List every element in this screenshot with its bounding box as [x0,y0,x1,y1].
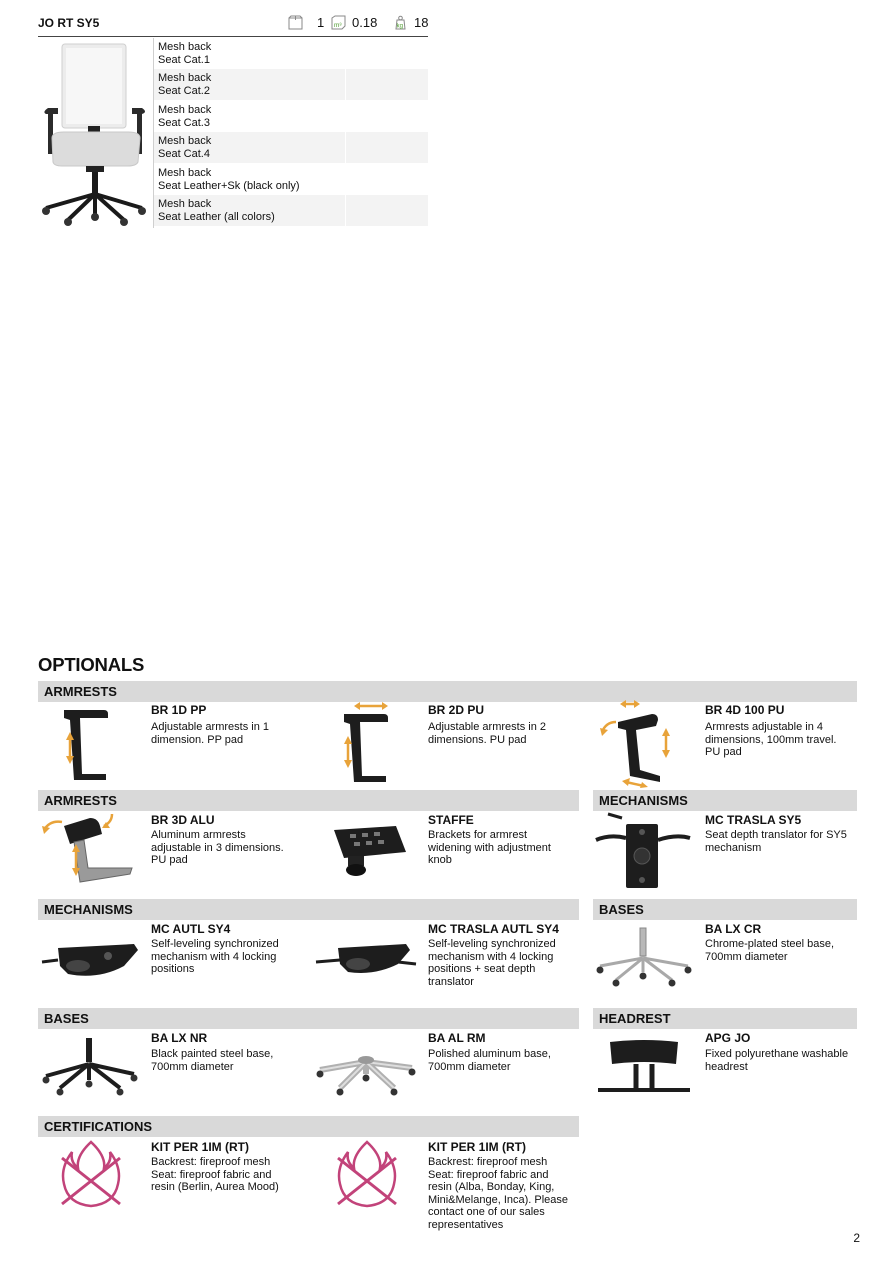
description-line: positions [151,963,195,975]
armrest-4d-icon [596,700,694,788]
volume-value: 0.18 [352,15,378,30]
variant-back: Mesh back [158,104,212,116]
price-cell-divider [345,164,346,195]
option-code: MC AUTL SY4 [151,922,231,936]
option-code: KIT PER 1IM (RT) [151,1140,249,1154]
variant-seat: Seat Cat.1 [158,53,210,66]
option-description [705,1048,848,1073]
armrest-1d-icon [46,702,142,786]
armrest-3d-icon [40,812,140,892]
volume-unit-label: m³ [334,22,342,29]
variant-row [154,164,428,195]
variant-seat: Seat Cat.4 [158,147,210,160]
product-code: JO RT SY5 [38,16,100,30]
category-bar-headrest: HEADREST [593,1008,857,1029]
weight-icon [393,15,408,30]
description-line: translator [428,975,474,988]
description-line: Brackets for armrest [428,829,528,841]
variant-row [154,132,428,163]
option-description [151,721,269,746]
armrest-bracket-icon [326,822,410,878]
packages-stat [288,15,324,30]
description-line: dimension. PP pad [151,733,244,746]
option-description [705,721,836,759]
price-cell-divider [345,195,346,226]
variant-seat: Seat Leather (all colors) [158,210,275,223]
option-description [428,1156,568,1231]
description-line: 700mm diameter [705,950,788,963]
description-line: Adjustable armrests in 2 [428,721,546,733]
variant-seat: Seat Cat.3 [158,116,210,129]
category-bar-mechanisms: MECHANISMS [593,790,857,811]
option-code: KIT PER 1IM (RT) [428,1140,526,1154]
description-line: Fixed polyurethane washable [705,1048,849,1060]
option-description [151,1156,279,1194]
description-line: dimensions. PU pad [428,733,527,746]
description-line: Black painted steel base, [151,1048,274,1060]
price-cell-divider [345,132,346,163]
armrest-2d-icon [322,702,418,786]
price-cell-divider [345,38,346,69]
option-description [151,1048,273,1073]
fireproof-icon [334,1138,400,1210]
description-line: 700mm diameter [151,1060,234,1073]
category-bar-bases: BASES [38,1008,579,1029]
description-line: adjustable in 3 dimensions. [151,841,284,854]
optionals-title: OPTIONALS [38,654,145,675]
volume-icon [331,15,346,30]
description-line: PU pad [705,746,742,758]
option-code: BR 1D PP [151,703,207,717]
description-line: 700mm diameter [428,1060,511,1073]
packages-value: 1 [317,15,325,30]
description-line: Backrest: fireproof mesh [428,1156,548,1168]
header-rule [38,36,428,37]
description-line: knob [428,854,452,866]
seat-translator-mechanism-icon [594,812,694,892]
variant-back: Mesh back [158,41,212,53]
aluminum-base-icon [314,1040,418,1096]
description-line: contact one of our sales [428,1206,545,1218]
headrest-icon [596,1038,692,1100]
option-code: MC TRASLA AUTL SY4 [428,922,559,936]
description-line: headrest [705,1060,748,1073]
option-code: BR 3D ALU [151,813,215,827]
description-line: widening with adjustment [428,841,551,854]
description-line: Armrests adjustable in 4 [705,721,823,733]
description-line: resin (Alba, Bonday, King, [428,1181,555,1193]
description-line: Polished aluminum base, [428,1048,551,1060]
description-line: Aluminum armrests [151,829,246,841]
variant-row [154,38,428,69]
category-bar-mechanisms: MECHANISMS [38,899,579,920]
variant-row [154,195,428,226]
box-icon [288,15,303,30]
option-code: APG JO [705,1031,751,1045]
description-line: Chrome-plated steel base, [705,938,835,950]
description-line: positions + seat depth [428,963,536,975]
weight-stat [393,15,428,30]
variant-row [154,101,428,132]
description-line: Seat: fireproof fabric and [151,1168,272,1181]
option-code: BA LX CR [705,922,762,936]
option-description [428,829,551,867]
description-line: Self-leveling synchronized [151,938,279,950]
variant-row [154,69,428,100]
description-line: resin (Berlin, Aurea Mood) [151,1181,279,1193]
description-line: mechanism with 4 locking [151,950,277,963]
category-bar-armrests: ARMRESTS [38,681,857,702]
synchronized-translator-mechanism-icon [314,936,418,984]
description-line: Mini&Melange, Inca). Please [428,1193,569,1206]
price-cell-divider [345,69,346,100]
volume-stat [331,15,377,30]
chair-photo [38,38,152,228]
price-cell-divider [345,101,346,132]
description-line: mechanism with 4 locking [428,950,554,963]
option-code: BR 2D PU [428,703,485,717]
category-bar-certifications: CERTIFICATIONS [38,1116,579,1137]
category-bar-armrests: ARMRESTS [38,790,579,811]
category-bar-bases: BASES [593,899,857,920]
description-line: Seat depth translator for SY5 [705,829,847,841]
description-line: dimensions, 100mm travel. [705,733,837,746]
option-description [428,938,556,988]
option-description [151,829,284,867]
description-line: Backrest: fireproof mesh [151,1156,271,1168]
description-line: representatives [428,1218,504,1231]
option-description [428,1048,551,1073]
option-code: STAFFE [428,813,474,827]
variant-seat: Seat Cat.2 [158,84,210,97]
description-line: Self-leveling synchronized [428,938,556,950]
description-line: Seat: fireproof fabric and [428,1168,549,1181]
black-base-icon [40,1036,140,1096]
option-code: BA AL RM [428,1031,486,1045]
option-code: BR 4D 100 PU [705,703,785,717]
variant-back: Mesh back [158,72,212,84]
option-description [705,829,847,854]
option-description [428,721,546,746]
description-line: mechanism [705,841,762,854]
option-description [151,938,279,976]
page-number: 2 [853,1231,860,1245]
chrome-base-icon [594,924,694,988]
weight-value: 18 [414,15,429,30]
variant-back: Mesh back [158,167,212,179]
variant-seat: Seat Leather+Sk (black only) [158,179,300,192]
weight-unit-label: kg [396,23,403,30]
fireproof-icon [58,1138,124,1210]
option-code: MC TRASLA SY5 [705,813,802,827]
description-line: PU pad [151,854,188,866]
variant-back: Mesh back [158,135,212,147]
option-code: BA LX NR [151,1031,208,1045]
description-line: Adjustable armrests in 1 [151,721,269,733]
option-description [705,938,834,963]
synchronized-mechanism-icon [38,936,142,984]
variant-back: Mesh back [158,198,212,210]
